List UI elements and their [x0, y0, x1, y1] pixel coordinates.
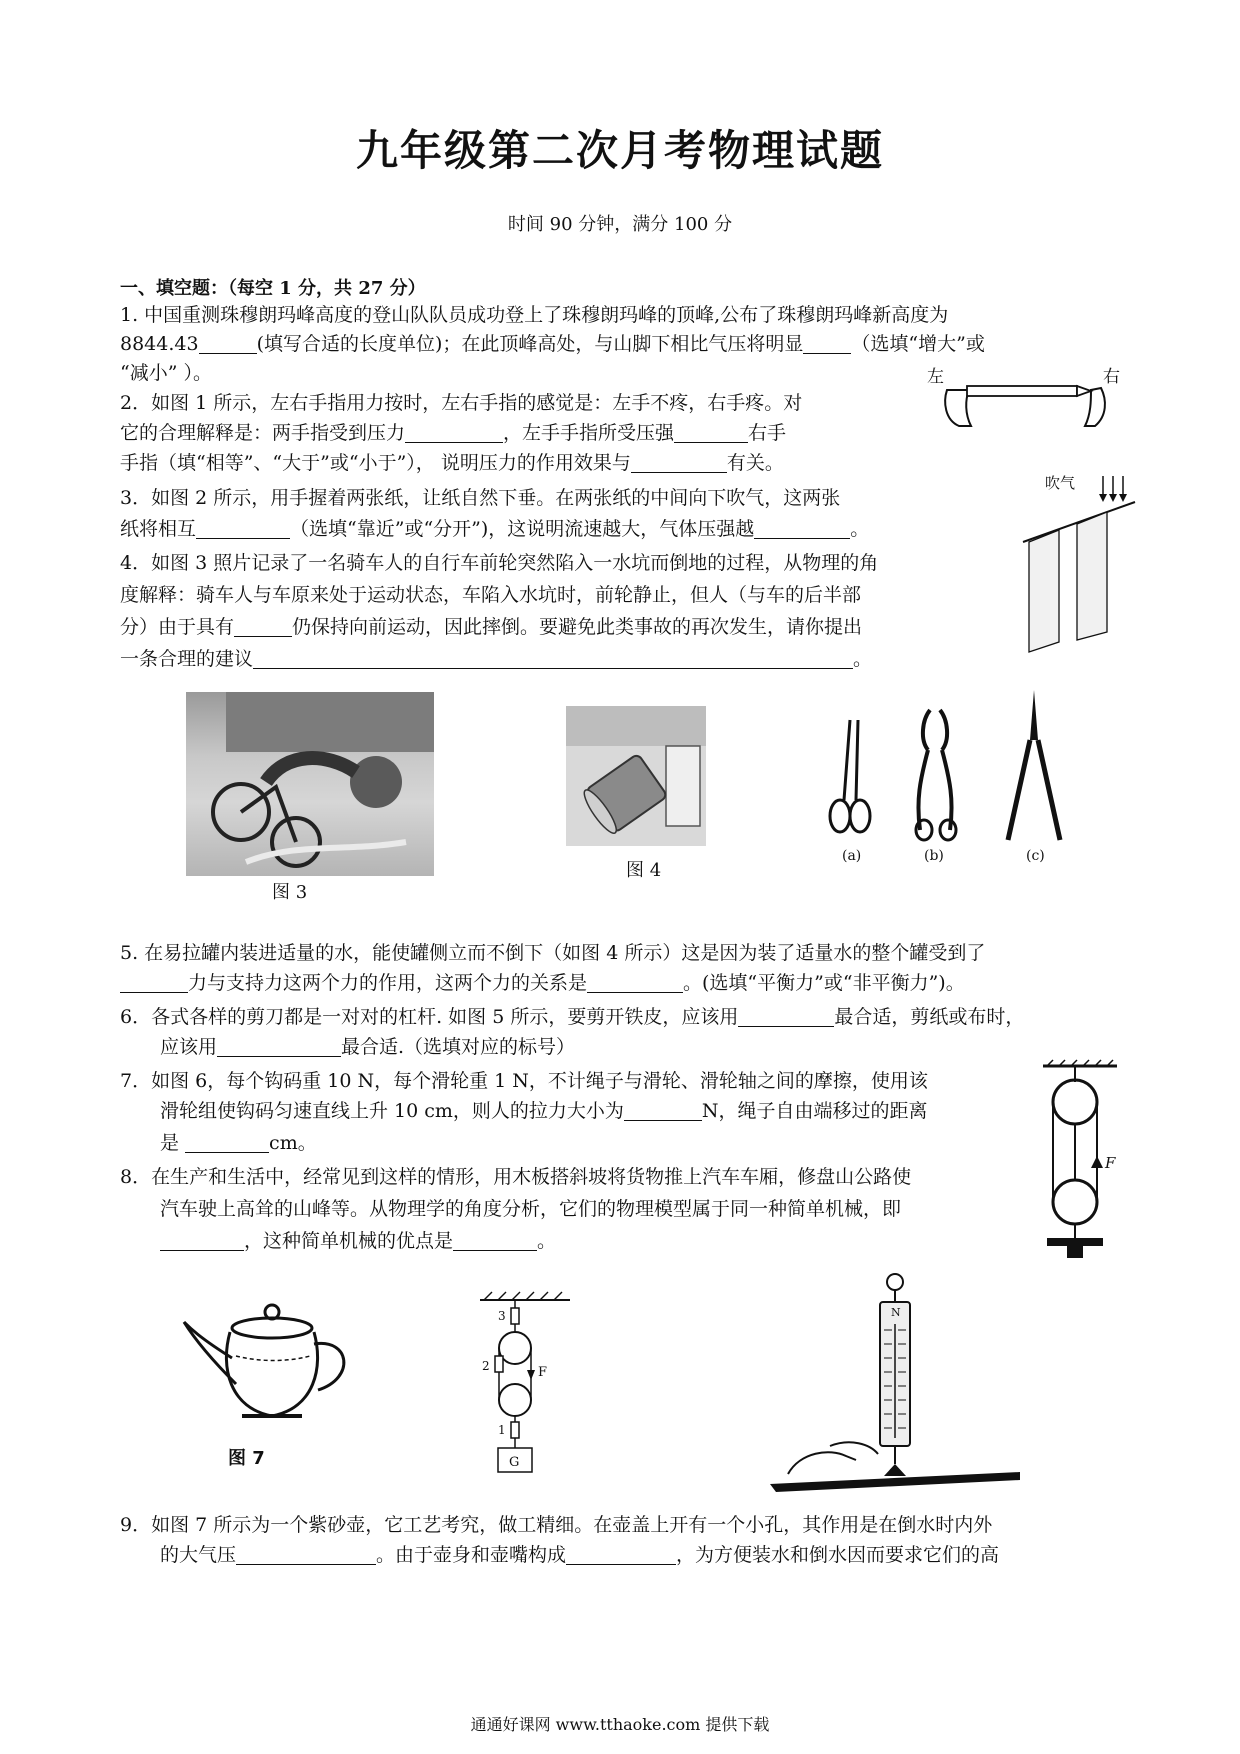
q6-line1: 6．各式各样的剪刀都是一对对的杠杆. 如图 5 所示，要剪开铁皮，应该用 最合适，剪纸或布时， [120, 1006, 1025, 1028]
answer-blank[interactable] [234, 616, 292, 637]
q4-line4: 一条合理的建议 。 [120, 648, 873, 670]
fig2-blow-label: 吹气 [1045, 474, 1076, 492]
answer-blank[interactable] [674, 422, 748, 443]
answer-blank[interactable] [631, 452, 727, 473]
pulley-label-2: 2 [482, 1359, 490, 1373]
figure-pulley-diagram [470, 1290, 590, 1476]
figure-4-photo [566, 706, 706, 846]
pulley-force-label: F [538, 1365, 548, 1380]
q1-line2: 8844.43 (填写合适的长度单位)；在此顶峰高处，与山脚下相比气压将明显 （选填“增大”或 [120, 333, 985, 355]
answer-blank[interactable] [453, 1230, 537, 1251]
answer-blank[interactable] [587, 972, 683, 993]
section-heading: 一、填空题：（每空 1 分，共 27 分） [120, 278, 426, 299]
figure-5-shears [820, 690, 1080, 870]
figure-4-caption: 图 4 [626, 860, 662, 881]
fig1-left-label: 左 [927, 367, 944, 387]
q5-line2: 力与支持力这两个力的作用，这两个力的关系是 。(选填“平衡力”或“非平衡力”)。 [120, 968, 965, 998]
q8-line2: 汽车驶上高耸的山峰等。从物理学的角度分析，它们的物理模型属于同一种简单机械，即 [160, 1198, 902, 1220]
answer-blank[interactable] [405, 422, 503, 443]
q5-line1: 5. 在易拉罐内装进适量的水，能使罐侧立而不倒下（如图 4 所示）这是因为装了适量水的整个罐受到了 [120, 942, 986, 964]
answer-blank[interactable] [624, 1100, 702, 1121]
footer-source: 通通好课网 www.tthaoke.com 提供下载 [470, 1715, 770, 1734]
q1-line3: “减小” ）。 [120, 362, 212, 384]
answer-blank[interactable] [217, 1036, 341, 1057]
fig5-c-label: (c) [1026, 848, 1045, 864]
q4-line2: 度解释：骑车人与车原来处于运动状态，车陷入水坑时，前轮静止，但人（与车的后半部 [120, 584, 862, 606]
figure-7-teapot [180, 1298, 360, 1433]
exam-info: 时间 90 分钟，满分 100 分 [507, 214, 733, 235]
figure-3-caption: 图 3 [272, 882, 308, 903]
q8-line3: ，这种简单机械的优点是 。 [160, 1226, 556, 1256]
answer-blank[interactable] [160, 1230, 244, 1251]
figure-3-photo [186, 692, 434, 876]
q7-line2: 滑轮组使钩码匀速直线上升 10 cm，则人的拉力大小为 N，绳子自由端移过的距离 [160, 1100, 928, 1122]
pulley-label-1: 1 [498, 1423, 506, 1437]
q2-line1: 2．如图 1 所示，左右手指用力按时，左右手指的感觉是：左手不疼，右手疼。对 [120, 392, 803, 414]
pulley-weight-label: G [509, 1455, 520, 1470]
fig6-force-label: F [1105, 1154, 1116, 1172]
answer-blank[interactable] [196, 518, 290, 539]
figure-1-fingers [925, 360, 1125, 430]
q9-line1: 9．如图 7 所示为一个紫砂壶，它工艺考究，做工精细。在壶盖上开有一个小孔，其作用是在倒水时内外 [120, 1514, 993, 1536]
figure-spring-scale [770, 1268, 1020, 1492]
figure-7-caption: 图 7 [228, 1448, 265, 1469]
pulley-label-3: 3 [498, 1309, 506, 1323]
answer-blank[interactable] [738, 1006, 834, 1027]
q2-line2: 它的合理解释是：两手指受到压力 ，左手手指所受压强 右手 [120, 422, 787, 444]
q7-line3: 是 cm。 [160, 1132, 317, 1154]
q6-line2: 应该用 最合适.（选填对应的标号） [160, 1036, 576, 1058]
q8-line1: 8．在生产和生活中，经常见到这样的情形，用木板搭斜坡将货物推上汽车车厢，修盘山公路使 [120, 1166, 912, 1188]
answer-blank[interactable] [803, 333, 851, 354]
q3-line1: 3．如图 2 所示，用手握着两张纸，让纸自然下垂。在两张纸的中间向下吹气，这两张 [120, 487, 841, 509]
fig5-b-label: (b) [924, 848, 944, 864]
answer-blank[interactable] [754, 518, 850, 539]
answer-blank[interactable] [253, 648, 853, 669]
answer-blank[interactable] [199, 333, 257, 354]
answer-blank[interactable] [185, 1132, 269, 1153]
q1-line1: 1. 中国重测珠穆朗玛峰高度的登山队队员成功登上了珠穆朗玛峰的顶峰,公布了珠穆朗玛峰新高度为 [120, 304, 949, 326]
q3-line2: 纸将相互 （选填“靠近”或“分开”)，这说明流速越大，气体压强越 。 [120, 518, 870, 540]
q4-line3: 分）由于具有 仍保持向前运动，因此摔倒。要避免此类事故的再次发生，请你提出 [120, 616, 863, 638]
answer-blank[interactable] [236, 1544, 376, 1565]
fig5-a-label: (a) [842, 848, 862, 864]
page-title: 九年级第二次月考物理试题 [355, 126, 884, 175]
q4-line1: 4．如图 3 照片记录了一名骑车人的自行车前轮突然陷入一水坑而倒地的过程，从物理的角 [120, 552, 879, 574]
answer-blank[interactable] [120, 972, 188, 993]
answer-blank[interactable] [566, 1544, 676, 1565]
q9-line2: 的大气压 。由于壶身和壶嘴构成 ，为方便装水和倒水因而要求它们的高 [160, 1544, 1000, 1566]
q7-line1: 7．如图 6，每个钩码重 10 N，每个滑轮重 1 N，不计绳子与滑轮、滑轮轴之间的摩擦，使用该 [120, 1070, 928, 1092]
figure-2-papers [1015, 472, 1155, 672]
scale-unit-label: N [891, 1306, 901, 1319]
figure-6-pulley [1035, 1060, 1125, 1260]
q2-line3: 手指（填“相等”、“大于”或“小于”）， 说明压力的作用效果与 有关。 [120, 452, 784, 474]
fig1-right-label: 右 [1103, 367, 1120, 387]
